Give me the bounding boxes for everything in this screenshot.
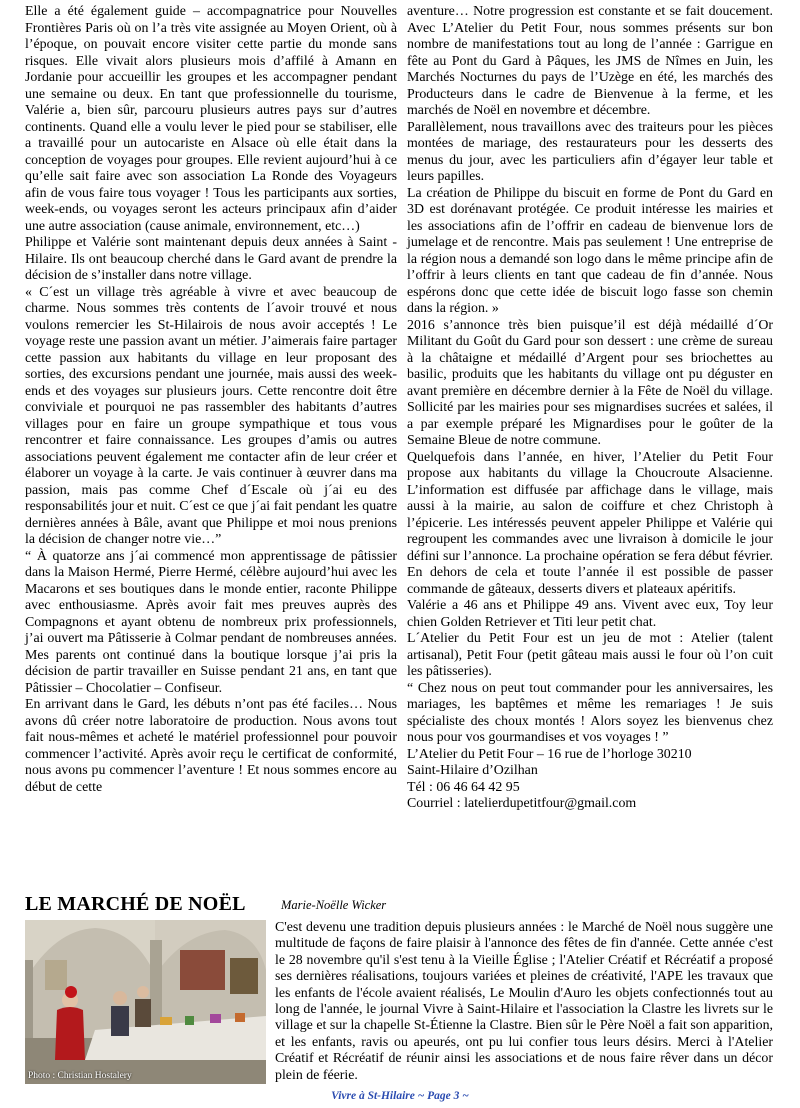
- phone-line: Tél : 06 46 64 42 95: [407, 779, 520, 795]
- paragraph: “ Chez nous on peut tout commander pour les anniversaires, les mariages, les baptêmes et même les remariages ! Je suis spécialiste des choux montés ! Alors soyez les bienvenus chez nous pour vos gourmandises et vos voyages ! ”: [407, 680, 773, 745]
- paragraph: aventure… Notre progression est constante et se fait doucement. Avec L’Atelier du Petit Four, nous sommes présents sur bon nombre de manifestations tout au long de l’année : Garrigue en fête au Pont du Gard à Pâques, les JMS de Nîmes en Juin, les Marchés Nocturnes du pays de l’Uzège en été, les marchés des Producteurs dans le cadre de Bienvenue à la ferme, et les marchés de Noël en novembre et décembre.: [407, 4, 773, 118]
- left-column: [25, 4, 397, 796]
- market-photo: [25, 920, 266, 1084]
- paragraph: « C´est un village très agréable à vivre et avec beaucoup de charme. Nous sommes très contents de l´avoir trouvé et nous voulons remercier les St-Hilairois de nous avoir acceptés ! Le voyage reste une passion avant un métier. J’aimerais faire partager cette passion aux habitants du village en leur proposant des sorties, des excursions pendant une journée, mais aussi des week-ends et des voyages sur plusieurs jours. Cette rencontre doit être conviviale et pourquoi ne pas rassembler des habitants d’autres villages pour en faire un groupe sympathique et tous vous rencontrer et faire connaissance. Les groupes d’amis ou autres associations peuvent également me contacter afin de leur créer et élaborer un voyage à la carte. Je vais continuer à œuvrer dans ma passion, mais pas comme Chef d´Escale où j´ai eu des responsabilités jour et nuit. C´est ce que j´ai fait pendant les quatre dernières années à Bâle, avant que Philippe et moi nous prenions la décision de changer notre vie…”: [25, 284, 397, 547]
- paragraph: Elle a été également guide – accompagnatrice pour Nouvelles Frontières Paris où on l’a très vite assignée au Moyen Orient, où à l’époque, on pouvait encore visiter cette partie du monde sans risques. Elle vivait alors plusieurs mois d’affilé à Amann en Jordanie pour accueillir les groupes et les accompagner pendant une semaine ou deux. En tant que professionnelle du tourisme, Valérie a, bien sûr, parcouru plusieurs autres pays sur d’autres continents. Quand elle a voulu lever le pied pour se stabiliser, elle a travaillé pour un autocariste en Alsace où elle était dans la conception de voyages pour groupes. Elle revient aujourd’hui à ce qu’elle sait faire avec son association La Ronde des Voyageurs afin de vous faire tous voyager ! Tous les participants aux sorties, week-ends, ou voyages seront les acteurs principaux afin d’aider une autre association (cause animale, environnement, etc…): [25, 4, 397, 234]
- paragraph: L´Atelier du Petit Four est un jeu de mot : Atelier (talent artisanal), Petit Four (petit gâteau mais aussi le four où l’on cuit les pâtisseries).: [407, 631, 773, 679]
- section-body: C'est devenu une tradition depuis plusieurs années : le Marché de Noël nous suggère une multitude de façons de faire plaisir à l'annonce des fêtes de fin d'année. Cette année c'est le 28 novembre qu'il s'est tenu à la Vieille Église ; l'Atelier Créatif et Récréatif a proposé ses dernières réalisations, toujours variées et pleines de créativité, l'APE les travaux que les enfants de l'école avaient réalisés, Le Moulin d'Auro les objets confectionnés tout au long de l'année, le journal Vivre à Saint-Hilaire et l'association la Clastre les livrets sur le village et sur la chapelle St-Étienne la Clastre. Bien sûr le Père Noël a fait son apparition, et les enfants, ravis ou apeurés, ont pu lui confier tous leurs désirs. Merci à l'Atelier Créatif et Récréatif de réunir ainsi les associations et de nous faire rêver dans un décor plein de féerie.: [275, 920, 773, 1083]
- address-line: Saint-Hilaire d’Ozilhan: [407, 763, 538, 778]
- page-footer: Vivre à St-Hilaire ~ Page 3 ~: [331, 1090, 469, 1102]
- paragraph: “ À quatorze ans j´ai commencé mon apprentissage de pâtissier dans la Maison Hermé, Pierre Hermé, célèbre aujourd’hui avec les Macarons et ses boutiques dans le monde entier, raconte Philippe avec enthousiasme. Après avoir fait mes preuves auprès des Compagnons et ayant obtenu de nombreux prix professionnels, j’ai ouvert ma Pâtisserie à Colmar pendant de nombreuses années. Mes parents ont continué dans la boutique lorsque j’ai pris la décision de partir travailler en Suisse pendant 21 ans, en tant que Pâtissier – Chocolatier – Confiseur.: [25, 548, 397, 696]
- paragraph: Parallèlement, nous travaillons avec des traiteurs pour les pièces montées de mariage, des restaurateurs pour les desserts des menus du jour, avec les particuliers afin d’égayer leur table et leurs papilles.: [407, 119, 773, 184]
- address-line: L’Atelier du Petit Four – 16 rue de l’horloge 30210: [407, 746, 692, 762]
- email-line: Courriel : latelierdupetitfour@gmail.com: [407, 796, 637, 811]
- paragraph: Quelquefois dans l’année, en hiver, l’Atelier du Petit Four propose aux habitants du village la Choucroute Alsacienne. L’information est diffusée par affichage dans le village, mais aussi à la mairie, au salon de coiffure et chez Christoph à l’épicerie. Les intéressés peuvent appeler Philippe et Valérie qui regroupent les commandes avec une livraison à domicile le jour défini sur l’annonce. La prochaine opération se fera début février. En dehors de cela et toute l’année il est possible de passer commande de gâteaux, desserts divers et plateaux apéritifs.: [407, 449, 773, 597]
- section-author: Marie-Noëlle Wicker: [281, 898, 387, 912]
- right-column: [407, 4, 773, 813]
- section-title: LE MARCHÉ DE NOËL: [25, 893, 246, 915]
- photo-credit: Photo : Christian Hostalery: [28, 1071, 132, 1081]
- paragraph: La création de Philippe du biscuit en forme de Pont du Gard en 3D est dorénavant protégée. Ce produit intéresse les mairies et les associations afin de l’offrir en cadeau de bienvenue lors de jumelage et de rencontre. Mais pas seulement ! Une entreprise de la région nous a demandé son logo dans le même principe afin de l’offrir à leurs clients en tant que cadeau de fin d’année. Nous espérons donc que cette idée de biscuit logo fasse son chemin dans la région. »: [407, 185, 773, 316]
- paragraph: En arrivant dans le Gard, les débuts n’ont pas été faciles… Nous avons dû créer notre laboratoire de production. Nous avons tout fait nous-mêmes et acheté le matériel professionnel pour pouvoir commencer l’activité. Après avoir reçu le certificat de conformité, nous avons pu commencer l’aventure ! Et nous sommes encore au début de cette: [25, 697, 397, 795]
- paragraph: 2016 s’annonce très bien puisque’il est déjà médaillé d´Or Militant du Goût du Gard pour son dessert : une crème de sureau à la châtaigne et médaillé d’Argent pour ses briochettes au basilic, produits que les habitants du village ont pu déguster en avant première en décembre dernier à la Fête de Noël du village. Sollicité par les mairies pour ses mignardises sucrées et salées, il a par exemple préparé les Mignardises pour le goûter de la Semaine Bleue de notre commune.: [407, 317, 773, 448]
- market-scene-illustration: [25, 920, 266, 1084]
- paragraph: Valérie a 46 ans et Philippe 49 ans. Vivent avec eux, Toy leur chien Golden Retriever et Titi leur petit chat.: [407, 598, 773, 630]
- paragraph: Philippe et Valérie sont maintenant depuis deux années à Saint -Hilaire. Ils ont beaucoup cherché dans le Gard avant de prendre la décision de s’installer dans notre village.: [25, 235, 397, 283]
